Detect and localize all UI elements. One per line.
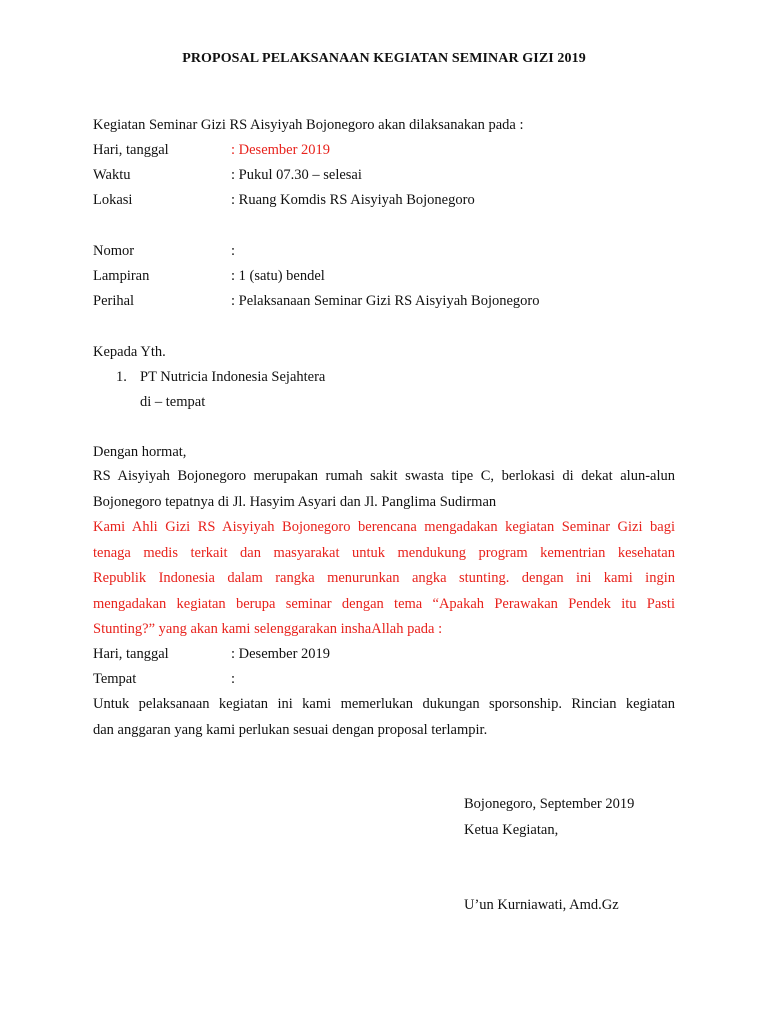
signature-role: Ketua Kegiatan, — [464, 822, 559, 838]
paragraph-line: dan anggaran yang kami perlukan sesuai dengan proposal terlampir. — [93, 721, 488, 738]
paragraph-line: tenaga medis terkait dan masyarakat untuk mendukung program kementrian kesehatan — [93, 544, 675, 561]
letter-subject-label: Perihal — [93, 293, 135, 309]
event-time-label: Waktu — [93, 167, 131, 183]
letter-number-value: : — [231, 243, 236, 259]
letter-attachment-label: Lampiran — [93, 268, 150, 284]
paragraph-line: RS Aisyiyah Bojonegoro merupakan rumah sakit swasta tipe C, berlokasi di dekat alun-alun — [93, 468, 675, 484]
signature-name: U’un Kurniawati, Amd.Gz — [464, 897, 619, 913]
paragraph-seminar-plan — [93, 518, 675, 646]
recipient-place: di – tempat — [140, 394, 206, 410]
paragraph-line: Bojonegoro tepatnya di Jl. Hasyim Asyari dan Jl. Panglima Sudirman — [93, 493, 497, 510]
paragraph-line: Untuk pelaksanaan kegiatan ini kami memerlukan dukungan sporsonship. Rincian kegiatan — [93, 696, 675, 712]
seminar-date-label: Hari, tanggal — [93, 646, 169, 662]
seminar-date-value: : Desember 2019 — [231, 646, 331, 662]
letter-subject-value: : Pelaksanaan Seminar Gizi RS Aisyiyah Bojonegoro — [231, 293, 540, 309]
document-title: PROPOSAL PELAKSANAAN KEGIATAN SEMINAR GIZI 2019 — [182, 51, 586, 66]
seminar-place-value: : — [231, 671, 236, 687]
recipient-salutation: Kepada Yth. — [93, 344, 166, 360]
paragraph-line: Stunting?” yang akan kami selenggarakan inshaAllah pada : — [93, 621, 443, 637]
signature-place-date: Bojonegoro, September 2019 — [464, 796, 635, 812]
seminar-place-label: Tempat — [93, 671, 137, 687]
recipient-number: 1. — [116, 369, 127, 385]
intro-text: Kegiatan Seminar Gizi RS Aisyiyah Bojonegoro akan dilaksanakan pada : — [93, 117, 524, 133]
event-location-label: Lokasi — [93, 192, 133, 208]
paragraph-sponsorship — [93, 695, 675, 746]
paragraph-line: mengadakan kegiatan berupa seminar dengan tema “Apakah Perawakan Pendek itu Pasti — [93, 595, 675, 612]
letter-number-label: Nomor — [93, 243, 135, 259]
greeting: Dengan hormat, — [93, 444, 187, 460]
paragraph-line: Kami Ahli Gizi RS Aisyiyah Bojonegoro berencana mengadakan kegiatan Seminar Gizi bagi — [93, 519, 675, 535]
event-time-value: : Pukul 07.30 – selesai — [231, 167, 362, 183]
letter-attachment-value: : 1 (satu) bendel — [231, 268, 325, 284]
paragraph-line: Republik Indonesia dalam rangka menurunkan angka stunting. dengan ini kami ingin — [93, 570, 675, 586]
event-date-value: : Desember 2019 — [231, 142, 331, 158]
paragraph-hospital-intro — [93, 467, 675, 518]
event-location-value: : Ruang Komdis RS Aisyiyah Bojonegoro — [231, 192, 475, 208]
event-date-label: Hari, tanggal — [93, 142, 169, 158]
recipient-name: PT Nutricia Indonesia Sejahtera — [140, 369, 326, 385]
